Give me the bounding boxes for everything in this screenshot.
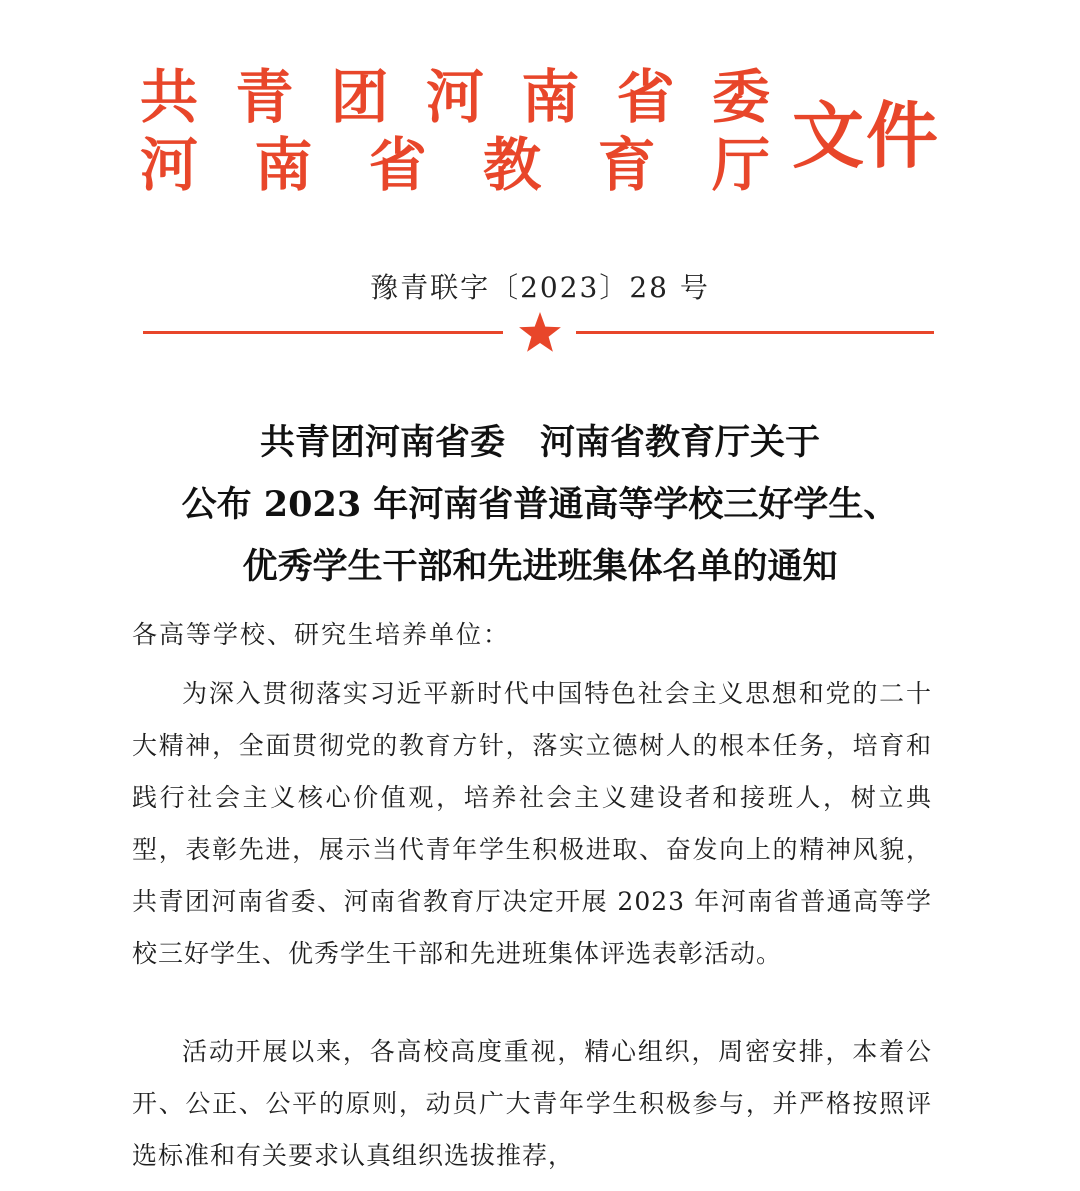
document-label: 文件 — [792, 94, 941, 178]
title-line: 公布 2023 年河南省普通高等学校三好学生、 — [181, 484, 899, 525]
issuer-char: 共 — [140, 63, 199, 131]
issuer-char: 河 — [140, 131, 199, 199]
body-paragraph: 活动开展以来，各高校高度重视，精心组织，周密安排，本着公开、公正、公平的原则，动员广大青年学生积极参与，并严格按照评选标准和有关要求认真组织选拔推荐， — [132, 1037, 932, 1170]
issuer-char: 省 — [368, 131, 427, 199]
issuer-char: 南 — [521, 63, 580, 131]
body-paragraph: 为深入贯彻落实习近平新时代中国特色社会主义思想和党的二十大精神，全面贯彻党的教育方针，落实立德树人的根本任务，培育和践行社会主义核心价值观，培养社会主义建设者和接班人，树立典型，表彰先进，展示当代青年学生积极进取、奋发向上的精神风貌，共青团河南省委、河南省教育厅决定开展 2023 年河南省普通高等学校三好学生、优秀学生干部和先进班集体评选表彰活动。 — [132, 679, 932, 968]
divider-line-left — [143, 331, 503, 334]
issuer-char: 省 — [616, 63, 675, 131]
title-line: 共青团河南省委 河南省教育厅关于 — [259, 422, 820, 463]
issuer-line-youth-league — [140, 64, 770, 130]
issuer-char: 团 — [330, 63, 389, 131]
salutation: 各高等学校、研究生培养单位： — [132, 620, 511, 649]
issuer-char: 厅 — [711, 131, 770, 199]
issuer-char: 教 — [483, 131, 542, 199]
document-number: 豫青联字〔2023〕28 号 — [370, 271, 710, 304]
issuer-char: 育 — [597, 131, 656, 199]
issuer-char: 河 — [425, 63, 484, 131]
issuer-char: 青 — [235, 63, 294, 131]
document-title — [120, 412, 960, 598]
issuer-line-education-dept — [140, 132, 770, 198]
red-star-icon — [518, 310, 562, 354]
issuer-char: 南 — [254, 131, 313, 199]
divider-line-right — [576, 331, 934, 334]
issuer-char: 委 — [711, 63, 770, 131]
title-line: 优秀学生干部和先进班集体名单的通知 — [242, 546, 838, 587]
